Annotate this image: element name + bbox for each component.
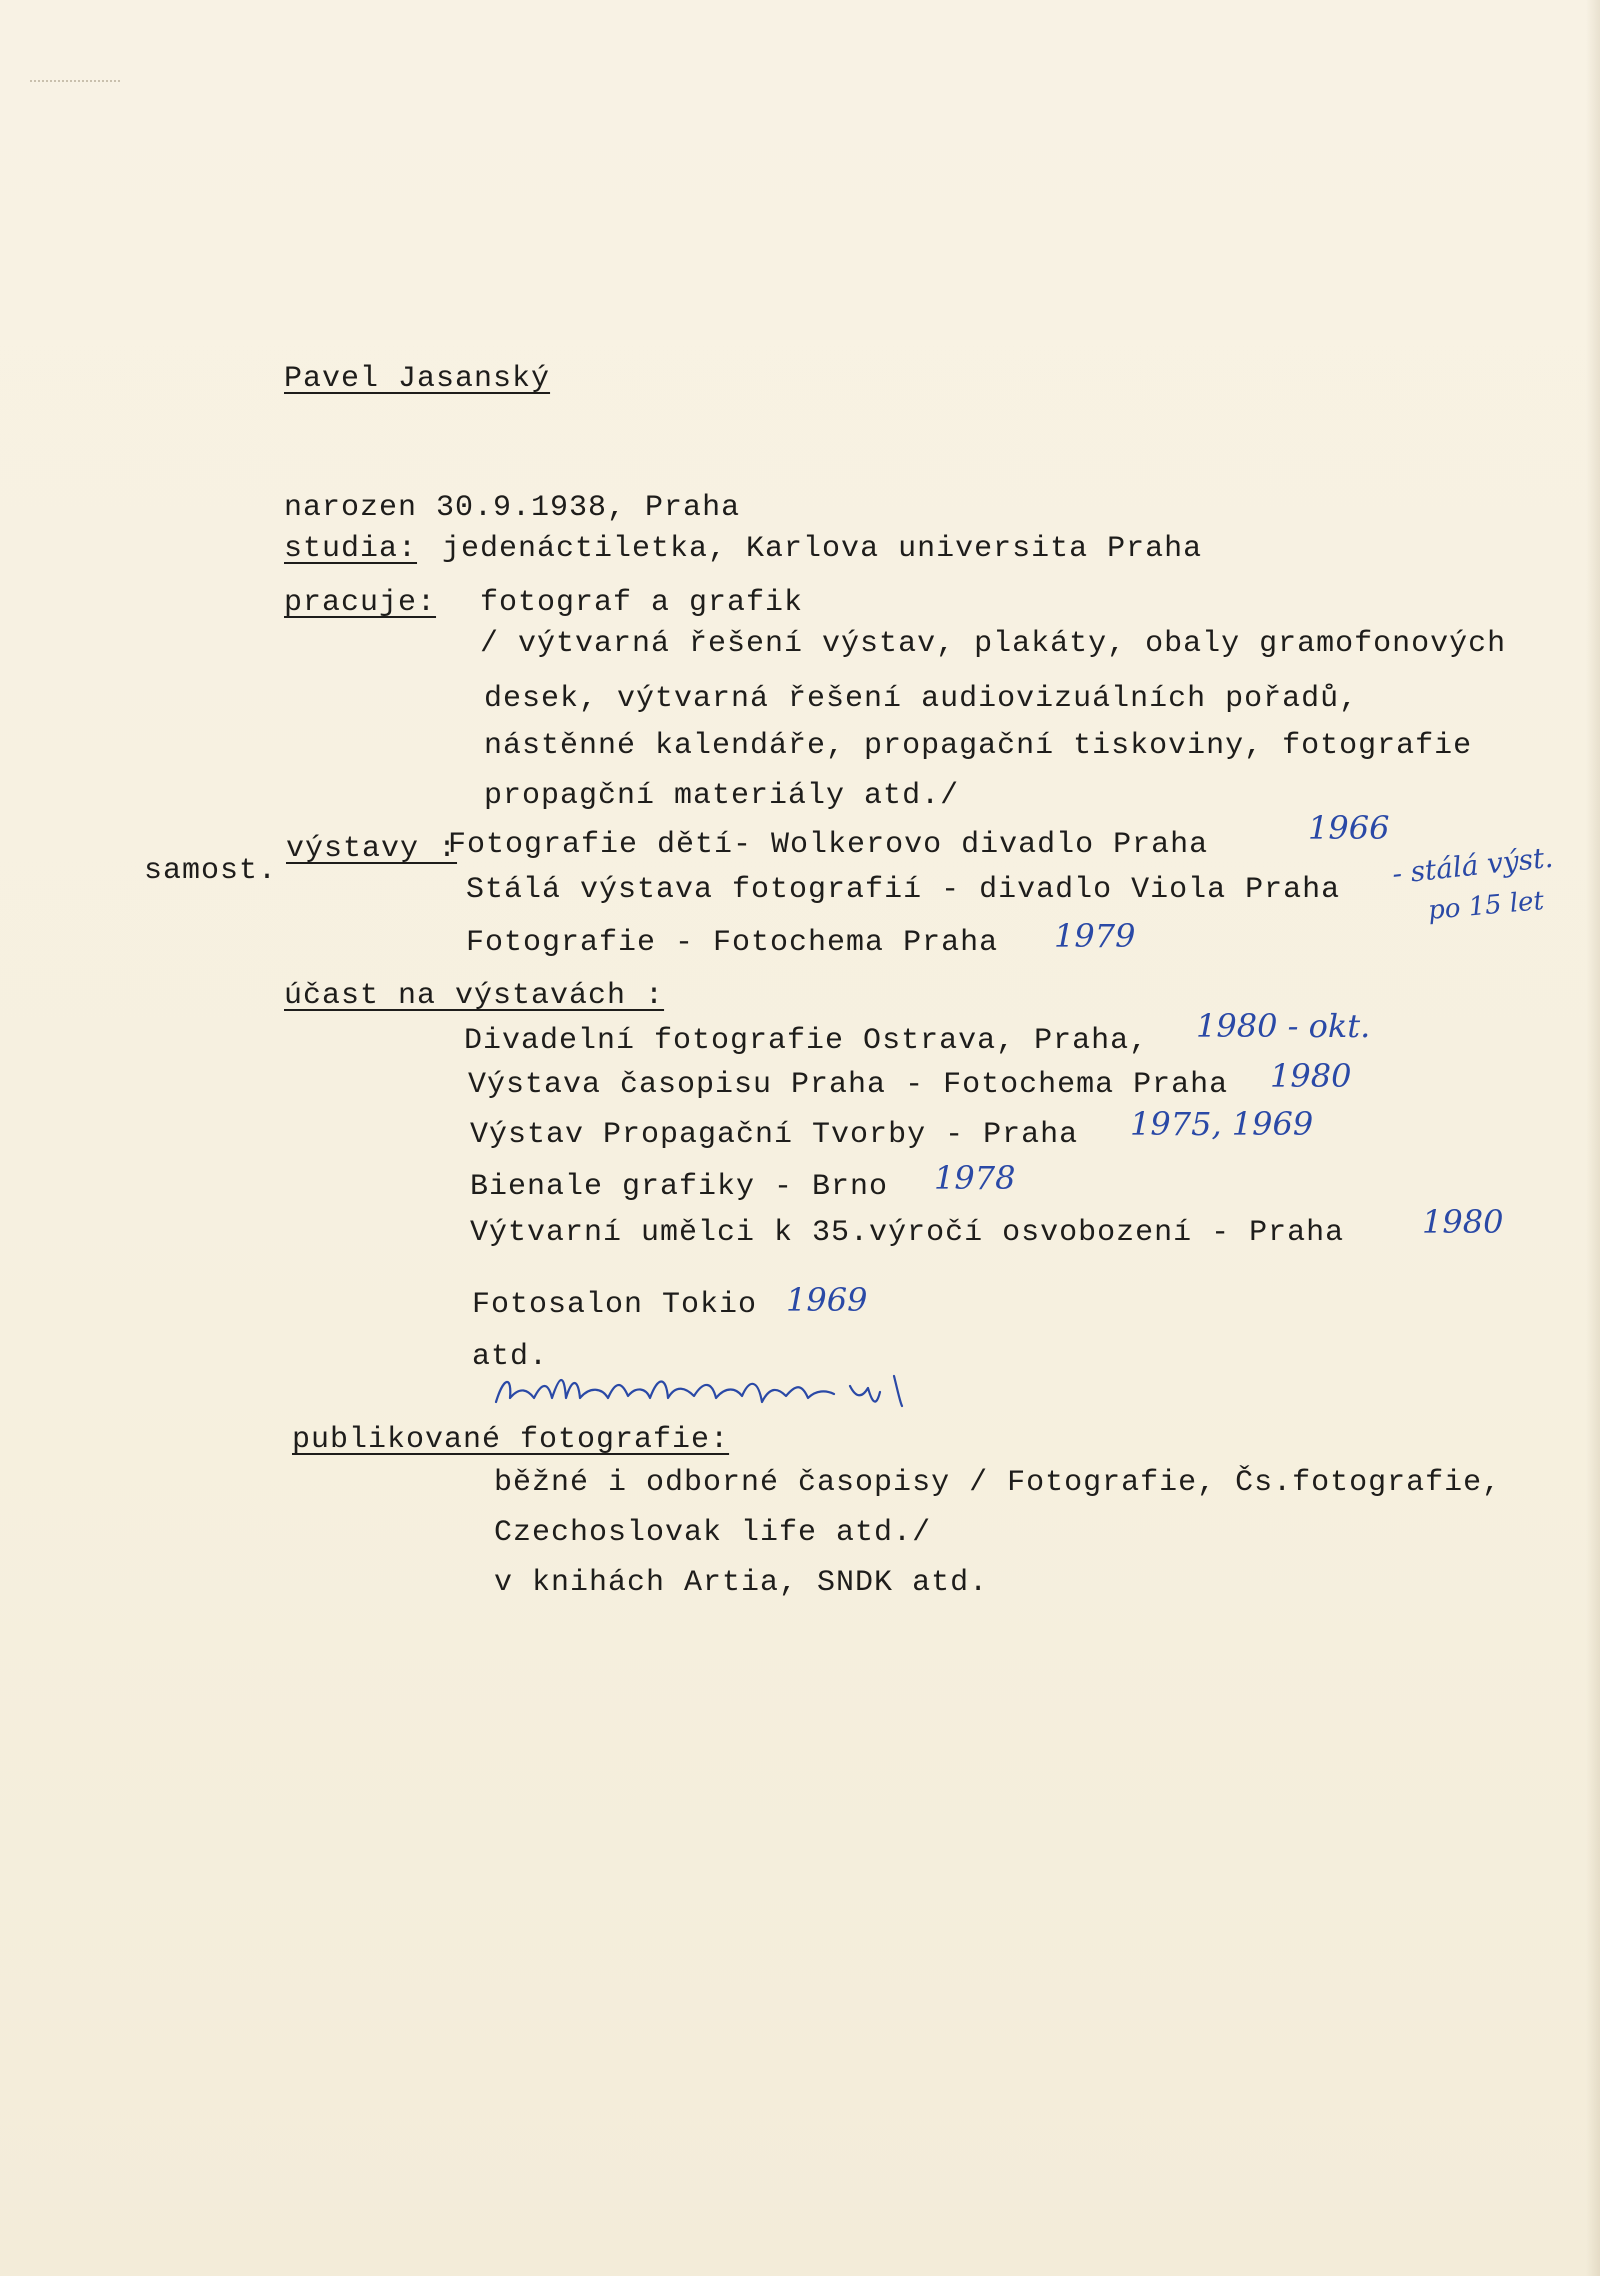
group-exhibition-etc: atd. [472,1340,549,1374]
handwritten-year-group-2: 1980 [1270,1057,1352,1095]
published-label: publikované fotografie: [292,1423,730,1457]
group-exhibition-4: Bienale grafiky - Brno [470,1170,889,1204]
studies-value: jedenáctiletka, Karlova universita Praha [442,532,1203,566]
published-line-1: běžné i odborné časopisy / Fotografie, Čs.fotografie, [494,1466,1502,1500]
birth-line: narozen 30.9.1938, Praha [284,491,741,525]
paper-mark [30,80,120,86]
solo-label: výstavy : [286,832,458,866]
solo-exhibition-1: Fotografie dětí- Wolkerovo divadlo Praha [448,828,1209,862]
group-exhibition-2: Výstava časopisu Praha - Fotochema Praha [468,1068,1229,1102]
person-name: Pavel Jasanský [284,362,551,396]
handwritten-year-group-3: 1975, 1969 [1130,1105,1314,1143]
handwritten-year-group-5: 1980 [1422,1203,1504,1241]
work-detail-line-2: desek, výtvarná řešení audiovizuálních pořadů, [484,682,1359,716]
paper-edge-shadow [1586,0,1600,2276]
handwritten-year-group-4: 1978 [934,1159,1016,1197]
solo-prefix: samost. [144,854,278,888]
work-value: fotograf a grafik [480,586,804,620]
work-label: pracuje: [284,586,437,620]
group-label: účast na výstavách : [284,979,665,1013]
work-detail-line-4: propagční materiály atd./ [484,779,960,813]
group-exhibition-5: Výtvarní umělci k 35.výročí osvobození - Praha [470,1216,1345,1250]
work-detail-line-3: nástěnné kalendáře, propagační tiskoviny, fotografie [484,729,1473,763]
group-exhibition-6: Fotosalon Tokio [472,1288,758,1322]
handwritten-year-group-1: 1980 - okt. [1196,1007,1371,1045]
group-exhibition-3: Výstav Propagační Tvorby - Praha [470,1118,1079,1152]
published-line-3: v knihách Artia, SNDK atd. [494,1566,989,1600]
handwritten-year-solo-1: 1966 [1308,809,1390,847]
handwritten-note-solo-2a: - stálá výst. [1390,840,1555,891]
solo-exhibition-3: Fotografie - Fotochema Praha [466,926,999,960]
handwritten-scribble [490,1368,920,1412]
solo-exhibition-2: Stálá výstava fotografií - divadlo Viola Praha [466,873,1341,907]
published-line-2: Czechoslovak life atd./ [494,1516,932,1550]
group-exhibition-1: Divadelní fotografie Ostrava, Praha, [464,1024,1149,1058]
handwritten-year-group-6: 1969 [786,1281,868,1319]
handwritten-year-solo-3: 1979 [1054,917,1136,955]
studies-label: studia: [284,532,418,566]
work-detail-line-1: / výtvarná řešení výstav, plakáty, obaly gramofonových [480,627,1507,661]
handwritten-note-solo-2b: po 15 let [1426,885,1546,927]
